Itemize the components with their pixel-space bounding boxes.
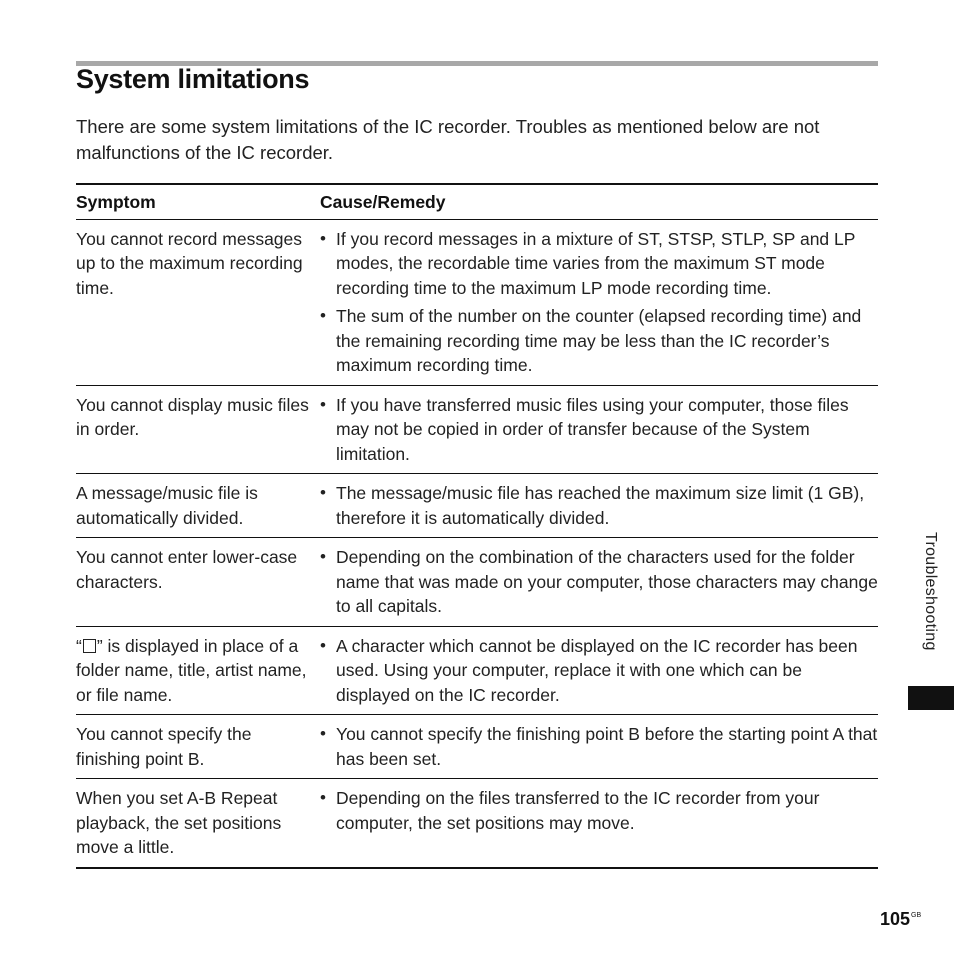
undisplayable-character-icon	[83, 639, 96, 653]
cause-cell	[320, 626, 878, 715]
table-row	[76, 715, 878, 779]
cause-cell	[320, 219, 878, 385]
cause-item: • If you have transferred music files using your computer, those files may not be copied in order of transfer because of the System limitation.	[320, 394, 849, 464]
table-header-row	[76, 184, 878, 219]
symptom-cell: “ ” is displayed in place of a folder name, title, artist name, or file name.	[76, 635, 307, 705]
page-title: System limitations	[76, 64, 310, 94]
table-row	[76, 779, 878, 868]
table-row	[76, 474, 878, 538]
table-row	[76, 219, 878, 385]
cause-cell	[320, 715, 878, 779]
bullet-icon: •	[320, 724, 326, 743]
cause-item: • The message/music file has reached the maximum size limit (1 GB), therefore it is automatically divided.	[320, 483, 865, 528]
section-label: Troubleshooting	[922, 532, 939, 651]
cause-item: • If you record messages in a mixture of ST, STSP, STLP, SP and LP modes, the recordable time varies from the maximum ST mode recording time to the maximum LP mode recording time.	[320, 228, 856, 298]
bullet-icon: •	[320, 483, 326, 502]
cause-cell	[320, 538, 878, 627]
intro-paragraph: There are some system limitations of the IC recorder. Troubles as mentioned below are not malfunctions of the IC recorder.	[76, 116, 820, 163]
symptom-cell: You cannot display music files in order.	[76, 394, 309, 439]
table-row	[76, 385, 878, 474]
bullet-icon: •	[320, 394, 326, 414]
symptom-cell: You cannot enter lower-case characters.	[76, 547, 298, 592]
symptom-cell: You cannot record messages up to the maximum recording time.	[76, 228, 303, 298]
page-number: $105^{GB}$	[880, 909, 922, 929]
section-side-tab	[906, 532, 939, 682]
cause-cell	[320, 779, 878, 868]
symptom-cell: When you set A-B Repeat playback, the set positions move a little.	[76, 788, 282, 857]
cause-item: • You cannot specify the finishing point B before the starting point A that has been set.	[320, 724, 878, 769]
bullet-icon: •	[320, 788, 326, 807]
bullet-icon: •	[320, 547, 326, 566]
symptom-cell: You cannot specify the finishing point B.	[76, 724, 252, 769]
cause-item: • Depending on the combination of the characters used for the folder name that was made on your computer, those characters may change to all capitals.	[320, 547, 878, 616]
cause-cell	[320, 474, 878, 538]
table-row	[76, 626, 878, 715]
cause-item: • A character which cannot be displayed on the IC recorder has been used. Using your computer, replace it with one which can be displayed on the IC recorder.	[320, 635, 858, 705]
symptom-header: Symptom	[76, 192, 156, 212]
limitations-table	[76, 183, 878, 869]
table-row	[76, 538, 878, 627]
symptom-cell: A message/music file is automatically divided.	[76, 483, 258, 528]
bullet-icon: •	[320, 635, 326, 655]
cause-item: • Depending on the files transferred to the IC recorder from your computer, the set positions may move.	[320, 788, 820, 833]
bullet-icon: •	[320, 228, 326, 248]
bullet-icon: •	[320, 306, 326, 325]
cause-cell	[320, 385, 878, 474]
cause-header: Cause/Remedy	[320, 192, 446, 212]
region-code: GB	[911, 912, 922, 919]
cause-item: • The sum of the number on the counter (elapsed recording time) and the remaining recording time may be less than the IC recorder’s maximum recording time.	[320, 306, 862, 375]
section-marker-block	[908, 686, 954, 710]
